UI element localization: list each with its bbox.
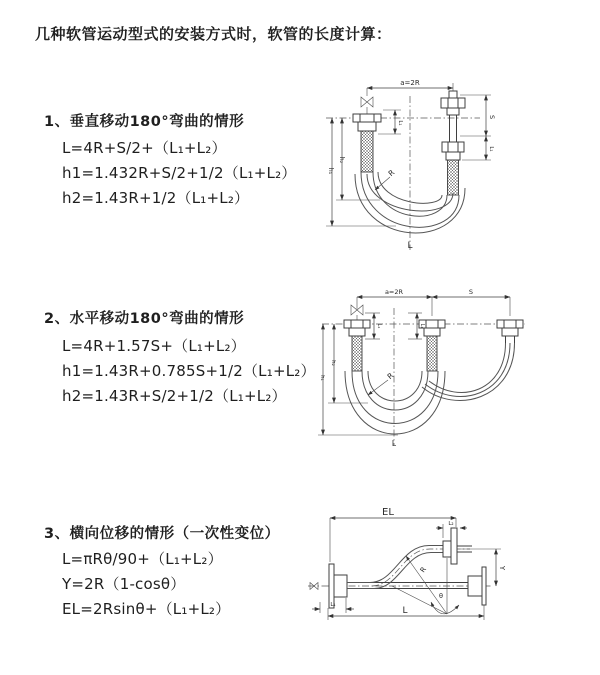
radius-label: R xyxy=(386,167,397,179)
left-pipe-fitting xyxy=(344,320,370,371)
formula-3-EL: EL=2Rsinθ+（L₁+L₂） xyxy=(62,600,231,618)
radius-line xyxy=(406,556,447,614)
dim-label-l1-right: L₁ xyxy=(488,146,494,152)
right-pipe-fitting xyxy=(497,320,523,343)
diagram-vertical-180-bend xyxy=(310,76,600,261)
formula-3-Y: Y=2R（1-cosθ） xyxy=(62,575,186,593)
diagram-lateral-displacement xyxy=(300,502,600,652)
dim-label-h2: h₂ xyxy=(330,360,336,366)
dim-label-l1-middle: L₁ xyxy=(419,323,425,329)
dim-label-el: EL xyxy=(382,507,394,518)
formula-2-h2: h2=1.43R+S/2+1/2（L₁+L₂） xyxy=(62,387,287,405)
right-pipe-fitting xyxy=(441,91,465,195)
valve-icon xyxy=(361,97,373,114)
displaced-flange xyxy=(443,528,472,564)
dim-label-h2: h₂ xyxy=(338,156,345,164)
dim-label-s: S xyxy=(488,114,496,120)
diagram-horizontal-180-bend xyxy=(310,283,600,458)
dim-label-h1: h₁ xyxy=(319,375,325,381)
formula-2-h1: h1=1.43R+0.785S+1/2（L₁+L₂） xyxy=(62,362,316,380)
dim-label-h1: h₁ xyxy=(327,167,334,175)
angle-leg-diagonal xyxy=(392,586,447,614)
formula-1-h2: h2=1.43R+1/2（L₁+L₂） xyxy=(62,189,250,207)
section-1-heading: 1、垂直移动180°弯曲的情形 xyxy=(44,114,245,130)
dim-label-l1-left: L₁ xyxy=(376,323,382,329)
length-label: L xyxy=(407,241,413,251)
page-title: 几种软管运动型式的安装方式时，软管的长度计算： xyxy=(35,25,392,43)
left-pipe-fitting xyxy=(353,114,381,172)
section-2-heading: 2、水平移动180°弯曲的情形 xyxy=(44,311,245,327)
hose-u-bend-position1 xyxy=(345,371,445,434)
radius-label: R xyxy=(418,565,429,575)
dim-label-l1-left: L₁ xyxy=(397,120,403,126)
right-flange xyxy=(468,567,486,605)
formula-1-L: L=4R+S/2+（L₁+L₂） xyxy=(62,139,227,157)
radius-label: R xyxy=(385,370,396,382)
dim-label-l1: L₁ xyxy=(330,602,336,608)
length-label: L xyxy=(402,606,408,616)
formula-2-L: L=4R+1.57S+（L₁+L₂） xyxy=(62,337,246,355)
formula-3-L: L=πRθ/90+（L₁+L₂） xyxy=(62,550,223,568)
formula-1-h1: h1=1.432R+S/2+1/2（L₁+L₂） xyxy=(62,164,297,182)
dim-label-y: Y xyxy=(498,565,506,571)
dim-label-a2r: a=2R xyxy=(400,79,420,87)
dim-label-s: S xyxy=(468,288,474,296)
dim-label-a2r: a=2R xyxy=(384,288,404,296)
length-label: L xyxy=(391,439,397,448)
angle-label: θ xyxy=(439,592,443,600)
section-3-heading: 3、横向位移的情形（一次性变位） xyxy=(44,526,280,542)
dim-label-l2: L₂ xyxy=(448,521,454,527)
